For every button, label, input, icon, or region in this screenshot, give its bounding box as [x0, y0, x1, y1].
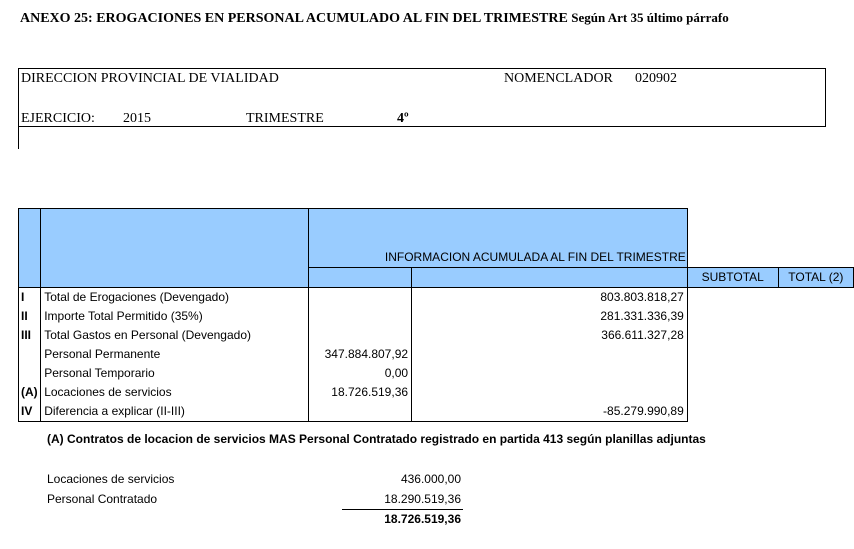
header-code-cell-2 — [308, 268, 411, 288]
row-code: III — [19, 326, 41, 345]
trimestre-value: 4º — [397, 111, 409, 126]
row-subtotal: 18.726.519,36 — [308, 383, 411, 402]
title-main: ANEXO 25: EROGACIONES EN PERSONAL ACUMULADO AL FIN DEL TRIMESTRE — [20, 11, 568, 26]
ejercicio-label: EJERCICIO: — [21, 111, 95, 126]
table-row — [19, 326, 854, 345]
row-code: IV — [19, 402, 41, 422]
row-total — [412, 364, 688, 383]
table-row — [19, 402, 854, 422]
row-total: -85.279.990,89 — [412, 402, 688, 422]
ejercicio-value: 2015 — [123, 111, 151, 126]
row-code — [19, 345, 41, 364]
info-box-tail — [18, 127, 19, 149]
detail-label-1: Personal Contratado — [47, 492, 158, 506]
header-label-cell-2 — [412, 268, 688, 288]
row-label: Personal Permanente — [41, 345, 308, 364]
title-sub: Según Art 35 último párrafo — [571, 10, 729, 25]
header-group-text: INFORMACION ACUMULADA AL FIN DEL TRIMESTRE — [384, 250, 686, 264]
row-label: Personal Temporario — [41, 364, 308, 383]
header-code-cell — [19, 209, 41, 288]
row-label: Locaciones de servicios — [41, 383, 308, 402]
row-subtotal — [308, 288, 411, 308]
row-subtotal: 0,00 — [308, 364, 411, 383]
col-total: TOTAL (2) — [778, 268, 853, 288]
row-total — [412, 345, 688, 364]
table-row — [19, 364, 854, 383]
nomenclador-value: 020902 — [635, 71, 677, 86]
header-group — [308, 209, 687, 268]
row-label: Total de Erogaciones (Devengado) — [41, 288, 308, 308]
table-body — [19, 288, 854, 422]
trimestre-label: TRIMESTRE — [246, 111, 324, 126]
detail-value-1: 18.290.519,36 — [384, 492, 461, 506]
row-code: I — [19, 288, 41, 308]
row-subtotal: 347.884.807,92 — [308, 345, 411, 364]
detail-label-0: Locaciones de servicios — [47, 472, 175, 486]
row-label: Diferencia a explicar (II-III) — [41, 402, 308, 422]
row-subtotal — [308, 326, 411, 345]
row-total: 803.803.818,27 — [412, 288, 688, 308]
entity-name: DIRECCION PROVINCIAL DE VIALIDAD — [21, 71, 279, 86]
personnel-table — [18, 208, 854, 422]
nomenclador-label: NOMENCLADOR — [504, 71, 613, 86]
row-total: 366.611.327,28 — [412, 326, 688, 345]
table-row — [19, 345, 854, 364]
row-total: 281.331.336,39 — [412, 307, 688, 326]
row-code: II — [19, 307, 41, 326]
document-title — [20, 10, 729, 27]
row-code — [19, 364, 41, 383]
sum-divider — [342, 509, 463, 510]
detail-total: 18.726.519,36 — [384, 512, 461, 526]
detail-value-0: 436.000,00 — [400, 472, 461, 486]
col-subtotal: SUBTOTAL — [687, 268, 778, 288]
row-code: (A) — [19, 383, 41, 402]
row-subtotal — [308, 307, 411, 326]
table-row — [19, 288, 854, 308]
row-label: Total Gastos en Personal (Devengado) — [41, 326, 308, 345]
row-label: Importe Total Permitido (35%) — [41, 307, 308, 326]
header-row-1 — [19, 209, 854, 268]
table-row — [19, 383, 854, 402]
footnote: (A) Contratos de locacion de servicios MAS Personal Contratado registrado en partida 413 según planillas adjuntas — [47, 432, 706, 446]
row-total — [412, 383, 688, 402]
table-row — [19, 307, 854, 326]
row-subtotal — [308, 402, 411, 422]
header-label-cell — [41, 209, 308, 288]
